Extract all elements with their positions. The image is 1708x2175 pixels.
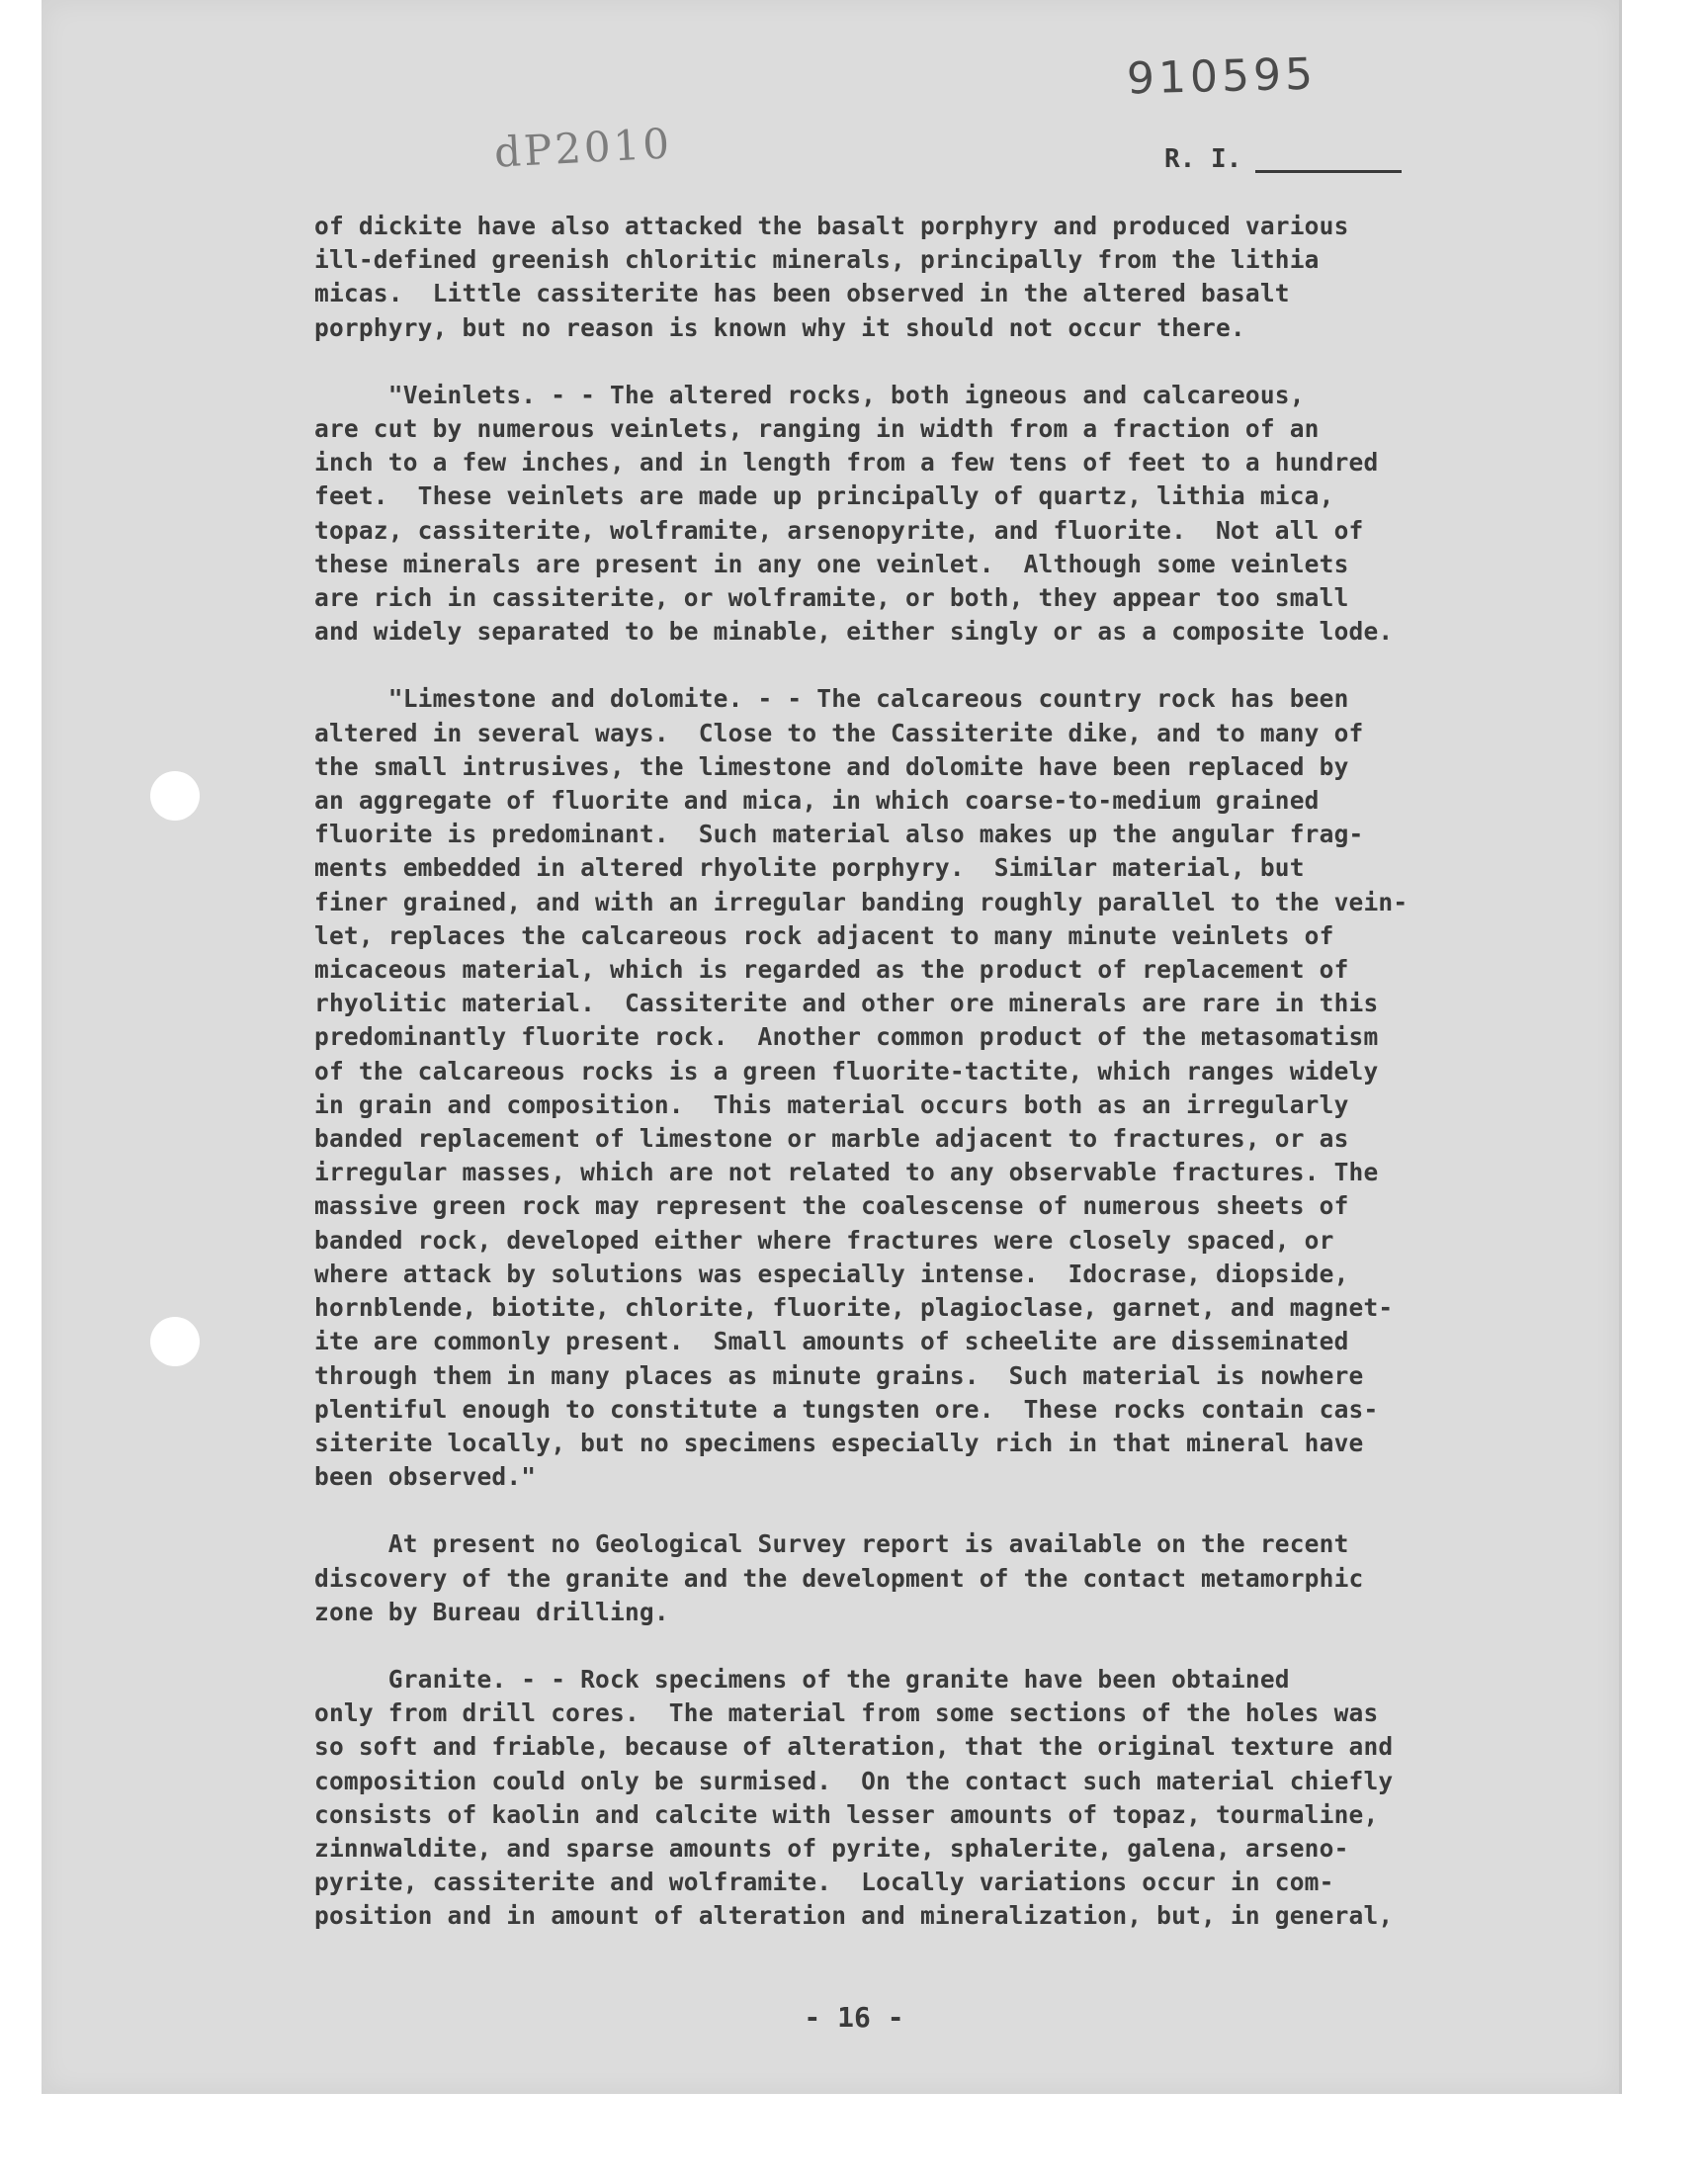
text-line: micaceous material, which is regarded as the product of replacement of bbox=[314, 955, 1349, 985]
text-line: inch to a few inches, and in length from a few tens of feet to a hundred bbox=[314, 448, 1379, 478]
text-line: At present no Geological Survey report is available on the recent bbox=[314, 1529, 1349, 1559]
text-line: and widely separated to be minable, either singly or as a composite lode. bbox=[314, 617, 1394, 647]
handwritten-document-number: 910595 bbox=[1126, 48, 1318, 105]
text-line: through them in many places as minute grains. Such material is nowhere bbox=[314, 1360, 1364, 1390]
ri-label: R. I. bbox=[1164, 144, 1242, 174]
text-line: rhyolitic material. Cassiterite and other ore minerals are rare in this bbox=[314, 989, 1379, 1018]
text-line: massive green rock may represent the coalescense of numerous sheets of bbox=[314, 1191, 1349, 1221]
text-line: altered in several ways. Close to the Cassiterite dike, and to many of bbox=[314, 718, 1364, 747]
text-line: an aggregate of fluorite and mica, in which coarse-to-medium grained bbox=[314, 786, 1320, 816]
text-line: consists of kaolin and calcite with lesser amounts of topaz, tourmaline, bbox=[314, 1799, 1379, 1829]
document-body bbox=[314, 210, 1530, 1967]
text-line: feet. These veinlets are made up principally of quartz, lithia mica, bbox=[314, 481, 1334, 511]
text-line: are cut by numerous veinlets, ranging in width from a fraction of an bbox=[314, 414, 1320, 444]
text-line: banded rock, developed either where fractures were closely spaced, or bbox=[314, 1225, 1334, 1255]
text-line: ite are commonly present. Small amounts of scheelite are disseminated bbox=[314, 1327, 1349, 1356]
text-line: finer grained, and with an irregular banding roughly parallel to the vein- bbox=[314, 887, 1409, 916]
text-line: zone by Bureau drilling. bbox=[314, 1597, 669, 1626]
text-line: ments embedded in altered rhyolite porphyry. Similar material, but bbox=[314, 853, 1305, 883]
text-line: composition could only be surmised. On the contact such material chiefly bbox=[314, 1766, 1394, 1795]
text-line: "Veinlets. - - The altered rocks, both igneous and calcareous, bbox=[314, 380, 1305, 409]
text-line: plentiful enough to constitute a tungsten ore. These rocks contain cas- bbox=[314, 1394, 1379, 1424]
text-line: predominantly fluorite rock. Another common product of the metasomatism bbox=[314, 1022, 1379, 1052]
text-line: "Limestone and dolomite. - - The calcareous country rock has been bbox=[314, 684, 1349, 714]
text-line: where attack by solutions was especially intense. Idocrase, diopside, bbox=[314, 1259, 1349, 1288]
text-line: so soft and friable, because of alteration, that the original texture and bbox=[314, 1732, 1394, 1762]
punch-hole-bottom bbox=[150, 1317, 200, 1366]
text-line: only from drill cores. The material from some sections of the holes was bbox=[314, 1698, 1379, 1728]
paragraph bbox=[314, 1663, 1530, 1934]
text-line: position and in amount of alteration and mineralization, but, in general, bbox=[314, 1901, 1394, 1931]
text-line: siterite locally, but no specimens especially rich in that mineral have bbox=[314, 1428, 1364, 1457]
text-line: these minerals are present in any one veinlet. Although some veinlets bbox=[314, 549, 1349, 578]
page-number: - 16 - bbox=[804, 2001, 904, 2034]
punch-hole-top bbox=[150, 771, 200, 821]
text-line: hornblende, biotite, chlorite, fluorite, plagioclase, garnet, and magnet- bbox=[314, 1293, 1394, 1323]
text-line: micas. Little cassiterite has been observed in the altered basalt bbox=[314, 279, 1290, 308]
text-line: porphyry, but no reason is known why it should not occur there. bbox=[314, 312, 1245, 342]
text-line: of the calcareous rocks is a green fluorite-tactite, which ranges widely bbox=[314, 1056, 1379, 1086]
text-line: been observed." bbox=[314, 1462, 537, 1492]
text-line: let, replaces the calcareous rock adjacent to many minute veinlets of bbox=[314, 920, 1334, 950]
stamp-mark: dP2010 bbox=[492, 119, 674, 177]
text-line: Granite. - - Rock specimens of the granite have been obtained bbox=[314, 1664, 1290, 1694]
text-line: topaz, cassiterite, wolframite, arsenopyrite, and fluorite. Not all of bbox=[314, 515, 1364, 545]
text-line: fluorite is predominant. Such material also makes up the angular frag- bbox=[314, 820, 1364, 849]
text-line: the small intrusives, the limestone and dolomite have been replaced by bbox=[314, 751, 1349, 781]
text-line: zinnwaldite, and sparse amounts of pyrite, sphalerite, galena, arseno- bbox=[314, 1833, 1349, 1863]
paragraph bbox=[314, 682, 1530, 1494]
text-line: pyrite, cassiterite and wolframite. Locally variations occur in com- bbox=[314, 1868, 1334, 1897]
text-line: ill-defined greenish chloritic minerals, principally from the lithia bbox=[314, 245, 1320, 275]
text-line: of dickite have also attacked the basalt porphyry and produced various bbox=[314, 212, 1349, 240]
paragraph bbox=[314, 1527, 1530, 1629]
text-line: discovery of the granite and the development of the contact metamorphic bbox=[314, 1563, 1364, 1593]
text-line: in grain and composition. This material occurs both as an irregularly bbox=[314, 1089, 1349, 1119]
text-line: irregular masses, which are not related to any observable fractures. The bbox=[314, 1158, 1379, 1187]
paragraph bbox=[314, 379, 1530, 650]
text-line: are rich in cassiterite, or wolframite, or both, they appear too small bbox=[314, 583, 1349, 613]
text-line: banded replacement of limestone or marble adjacent to fractures, or as bbox=[314, 1124, 1349, 1154]
ri-blank-line bbox=[1255, 170, 1402, 173]
paragraph bbox=[314, 210, 1530, 345]
